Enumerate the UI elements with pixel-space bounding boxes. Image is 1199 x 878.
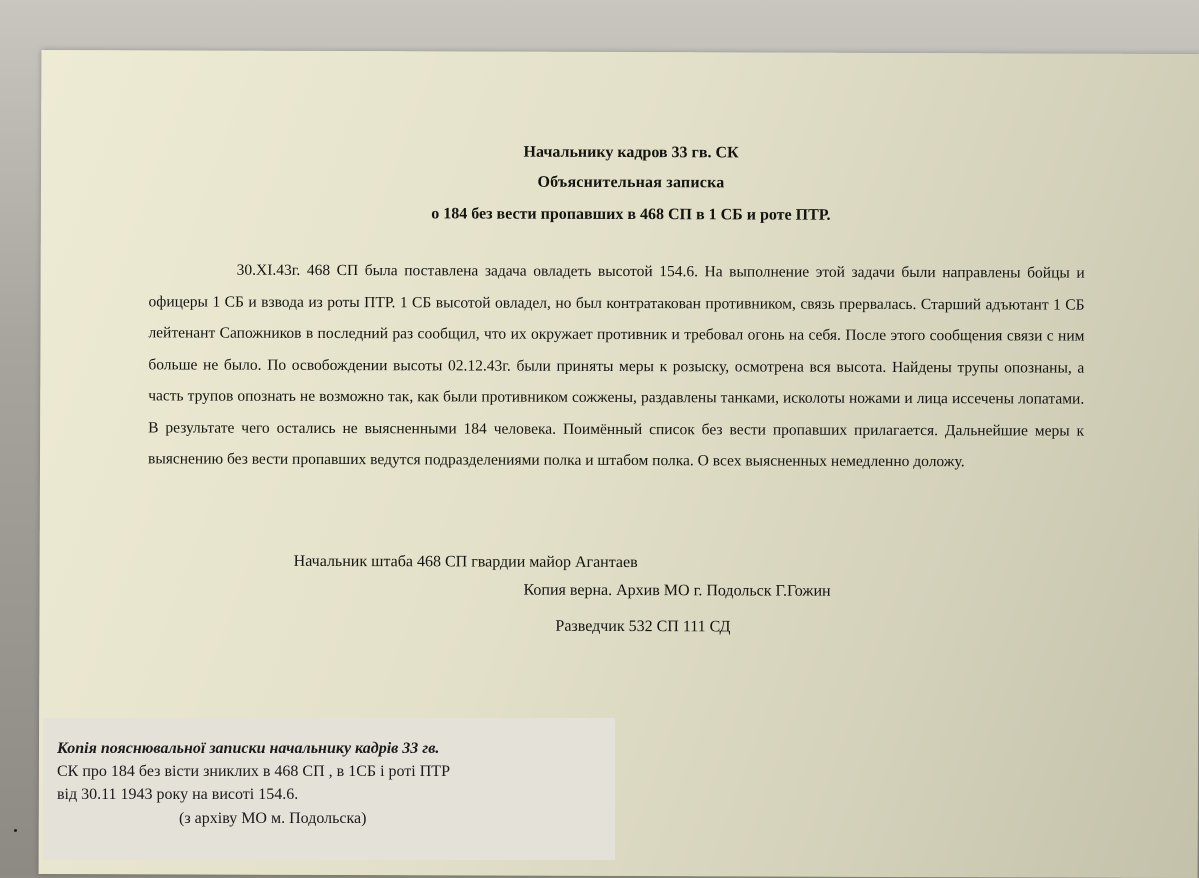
scout-line: Разведчик 532 СП 111 СД bbox=[555, 617, 731, 636]
copy-verification: Копия верна. Архив МО г. Подольск Г.Гожин bbox=[523, 581, 831, 600]
note-heading: Объяснительная записка bbox=[537, 173, 725, 192]
signature-line: Начальник штаба 468 СП гвардии майор Агантаев bbox=[293, 552, 638, 572]
dust-speck bbox=[14, 829, 17, 832]
note-subject: о 184 без вести пропавших в 468 СП в 1 СБ и роте ПТР. bbox=[431, 205, 831, 224]
caption-line-2: СК про 184 без вісти зниклих в 468 СП , в 1СБ і роті ПТР bbox=[57, 763, 450, 780]
note-body: 30.XI.43г. 468 СП была поставлена задача овладеть высотой 154.6. На выполнение этой задачи были направлены бойцы и офицеры 1 СБ и взвода из роты ПТР. 1 СБ высотой овладел, но был контратакован противником, связь прервалась. Старший адъютант 1 СБ лейтенант Сапожников в последний раз сообщил, что их окружает противник и требовал огонь на себя. После этого сообщения связи с ним больше не было. По освобождении высоты 02.12.43г. были приняты меры к розыску, осмотрена вся высота. Найдены трупы опознаны, а часть трупов опознать не возможно так, как были противником сожжены, раздавлены танками, исколоты ножами и лица иссечены лопатами. В результате чего остались не выясненными 184 человека. Поимённый список без вести пропавших прилагается. Дальнейшие меры к выяснению без вести пропавших ведутся подразделениями полка и штабом полка. О всех выясненных немедленно доложу. bbox=[147, 261, 1085, 471]
caption-line-3: від 30.11 1943 року на висоті 154.6. bbox=[57, 786, 299, 803]
caption-source: (з архіву МО м. Подольска) bbox=[179, 810, 367, 827]
caption-line-1: Копія пояснювальної записки начальнику кадрів 33 гв. bbox=[57, 740, 440, 757]
caption-label bbox=[43, 718, 615, 860]
note-addressee: Начальнику кадров 33 гв. СК bbox=[523, 143, 739, 162]
explanatory-note bbox=[109, 110, 1151, 764]
